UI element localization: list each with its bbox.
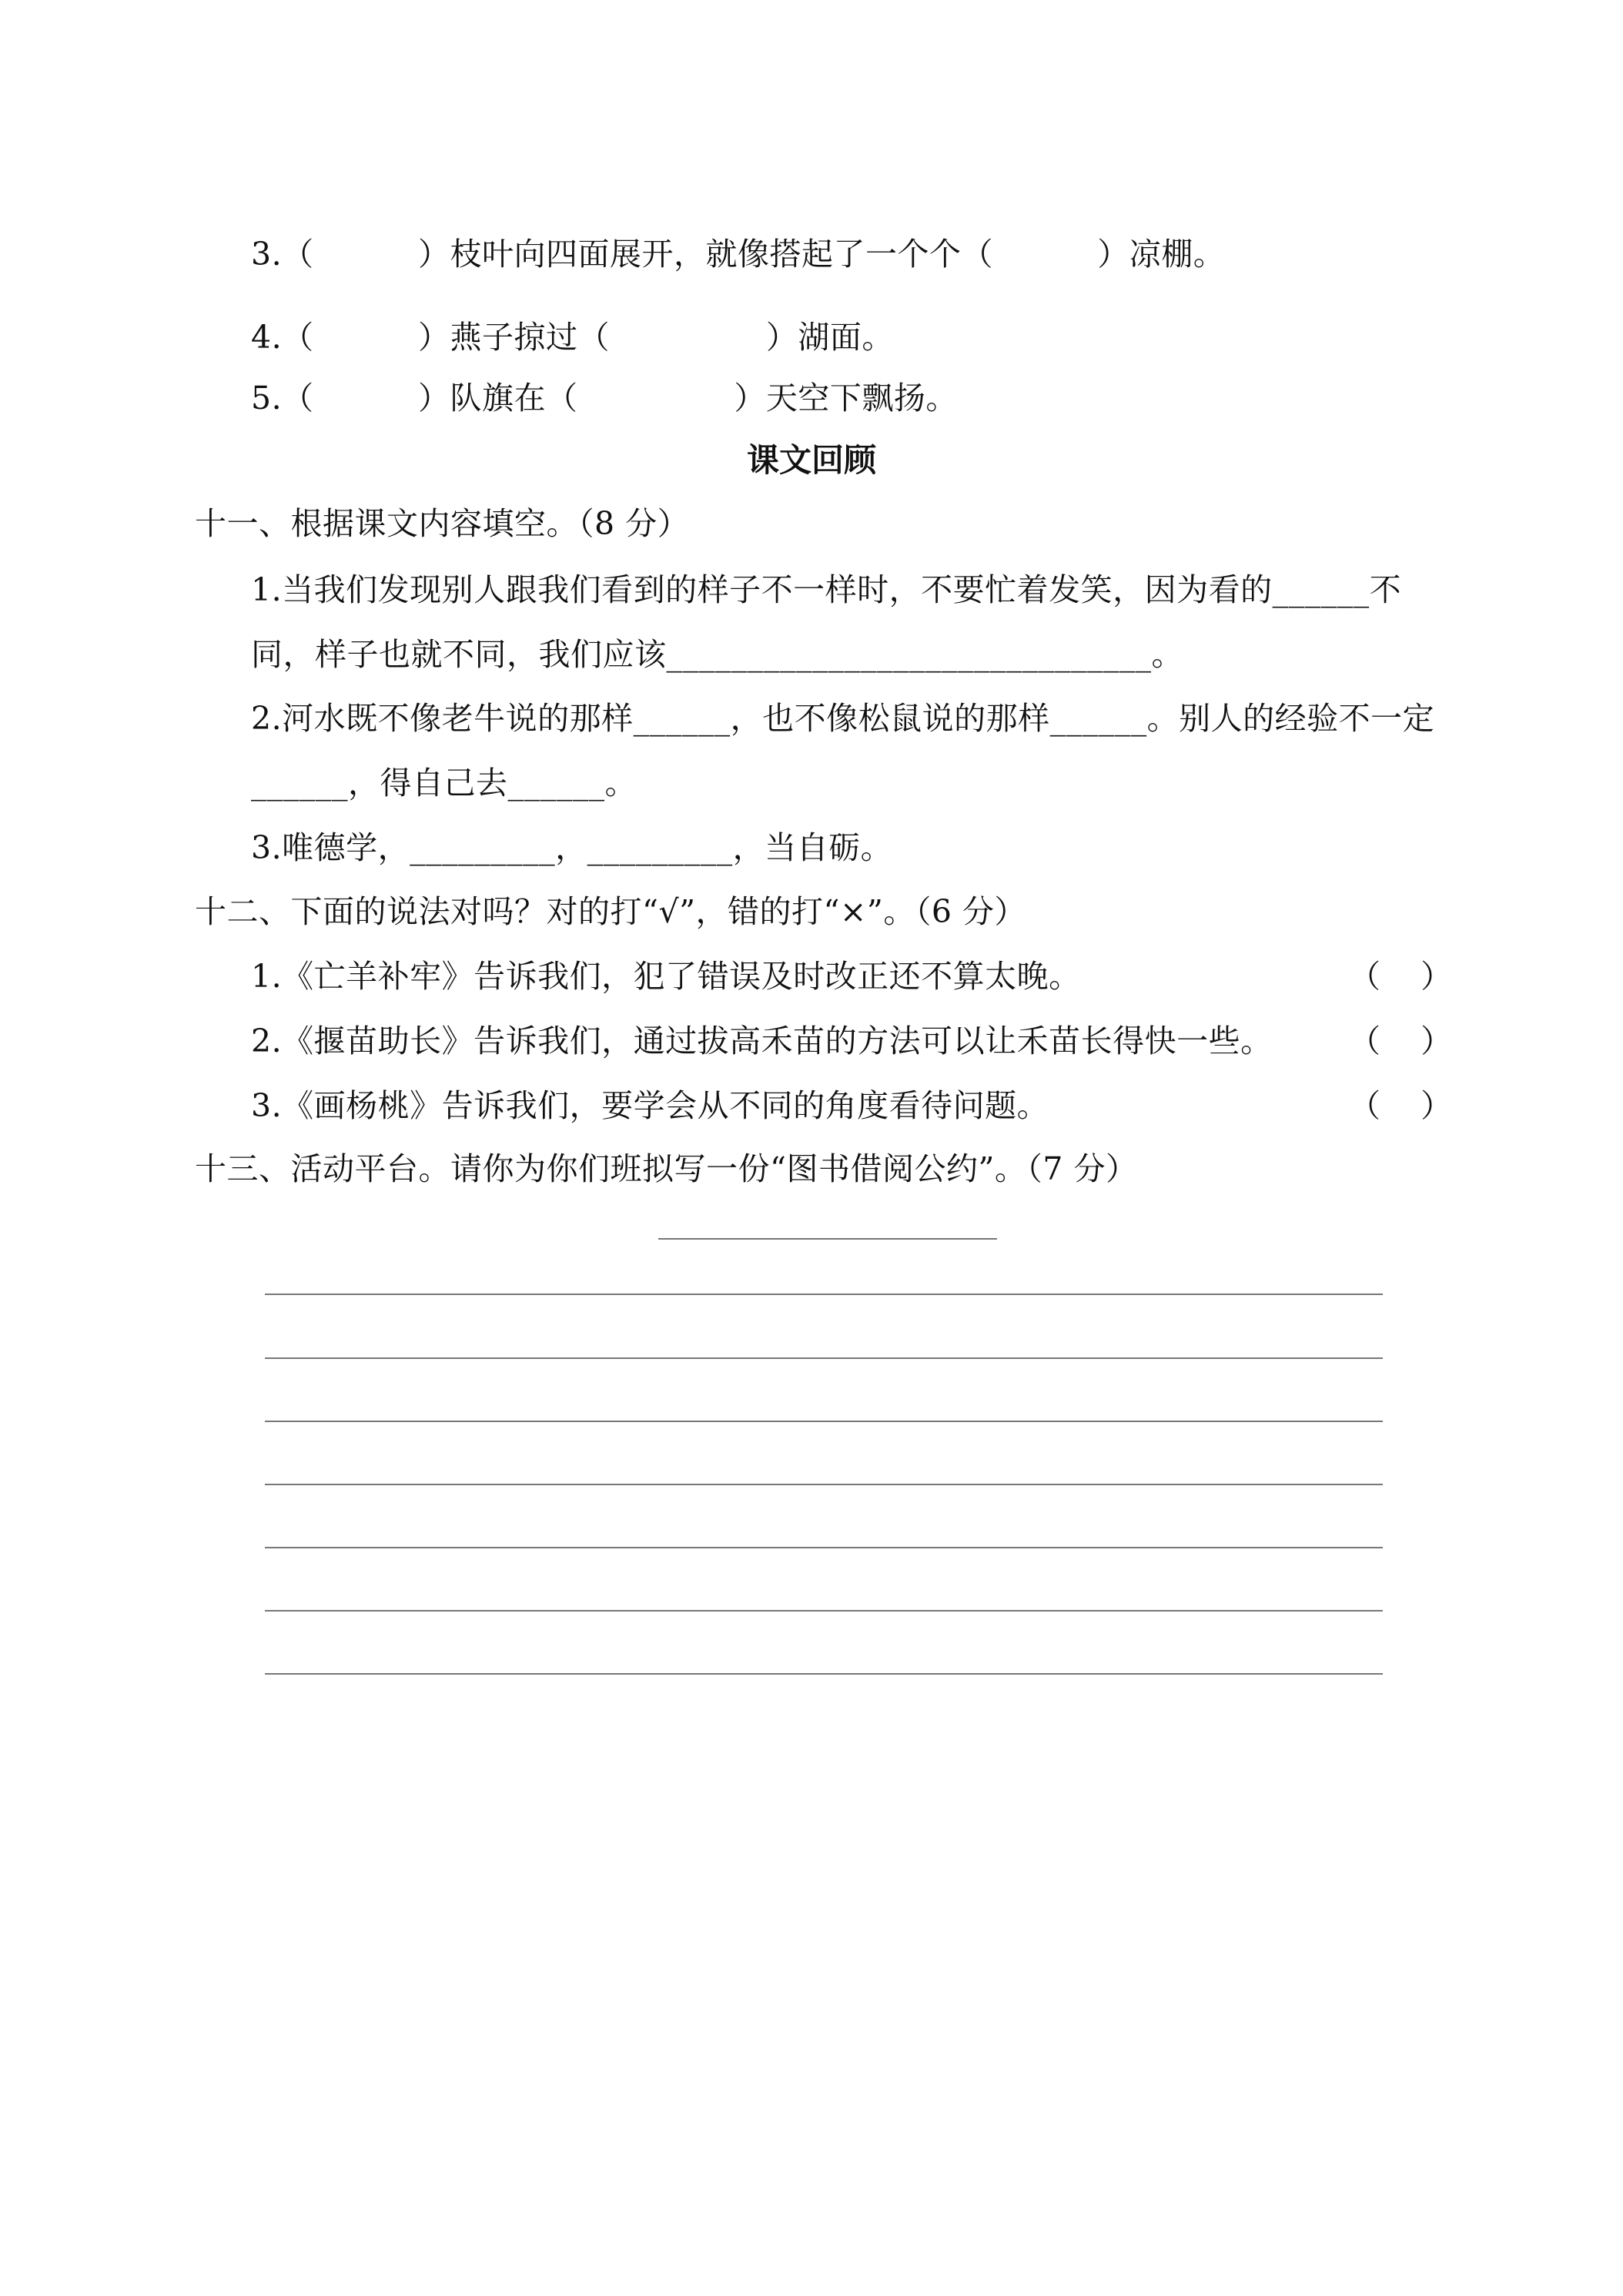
q11-line-3: 2.河水既不像老牛说的那样______，也不像松鼠说的那样______。别人的经验不一定 [251,700,1435,737]
section-title: 课文回顾 [746,441,876,479]
q11-line-1: 1.当我们发现别人跟我们看到的样子不一样时，不要忙着发笑，因为看的______不 [251,571,1402,608]
q11-line-4: ______，得自己去______。 [251,765,637,802]
writing-line[interactable] [265,1547,1383,1548]
writing-line[interactable] [265,1484,1383,1485]
q12-heading: 十二、下面的说法对吗？对的打“√”，错的打“×”。（6 分） [195,893,1026,930]
writing-line[interactable] [265,1357,1383,1359]
writing-line[interactable] [265,1673,1383,1675]
q12-item-2: 2.《揠苗助长》告诉我们，通过拔高禾苗的方法可以让禾苗长得快一些。 [251,1022,1273,1059]
fill-phrase-3: 3.（ ）枝叶向四面展开，就像搭起了一个个（ ）凉棚。 [251,236,1226,273]
q13-heading: 十三、活动平台。请你为你们班拟写一份“图书借阅公约”。（7 分） [195,1150,1138,1187]
fill-phrase-4: 4.（ ）燕子掠过（ ）湖面。 [251,319,894,356]
q11-heading: 十一、根据课文内容填空。（8 分） [195,505,690,542]
writing-line[interactable] [265,1294,1383,1295]
q12-answer-bracket-1[interactable]: （ ） [1349,958,1453,995]
q12-item-3: 3.《画杨桃》告诉我们，要学会从不同的角度看待问题。 [251,1087,1049,1124]
q11-line-5: 3.唯德学，_________，_________，当自砺。 [251,829,893,866]
q11-line-2: 同，样子也就不同，我们应该______________________________。 [251,636,1183,673]
writing-line[interactable] [265,1610,1383,1612]
q12-item-1: 1.《亡羊补牢》告诉我们，犯了错误及时改正还不算太晚。 [251,958,1081,995]
q12-answer-bracket-2[interactable]: （ ） [1349,1022,1453,1059]
writing-line[interactable] [265,1421,1383,1422]
q12-answer-bracket-3[interactable]: （ ） [1349,1087,1453,1124]
fill-phrase-5: 5.（ ）队旗在（ ）天空下飘扬。 [251,380,958,417]
title-writing-line[interactable] [658,1238,997,1240]
